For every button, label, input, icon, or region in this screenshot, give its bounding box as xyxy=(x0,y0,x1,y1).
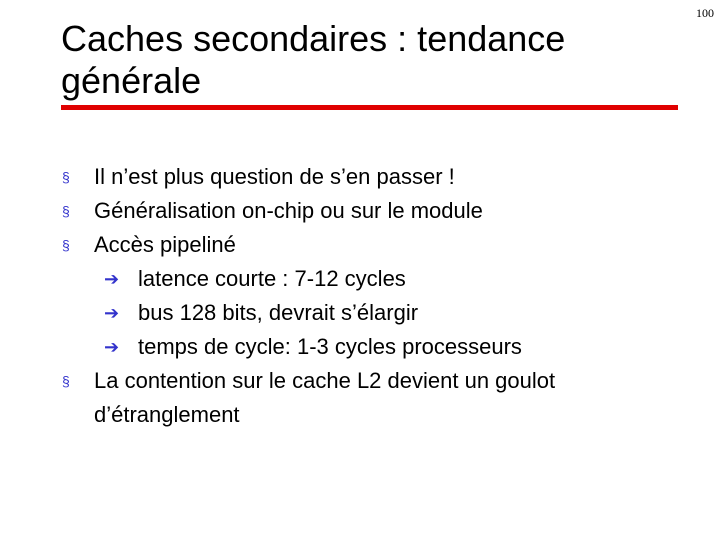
bullet-item-1 xyxy=(62,160,662,194)
slide-title-line-1: Caches secondaires : tendance xyxy=(61,18,566,59)
bullet-text: La contention sur le cache L2 devient un goulot d’étranglement xyxy=(94,368,556,427)
arrow-right-icon: ➔ xyxy=(104,269,120,289)
bullet-item-4 xyxy=(62,364,662,432)
slide-title xyxy=(61,18,681,102)
sub-item-3 xyxy=(94,330,662,364)
sub-item-2 xyxy=(94,296,662,330)
page-number: 100 xyxy=(696,6,714,20)
sub-item-text: temps de cycle: 1-3 cycles processeurs xyxy=(138,334,522,359)
title-underline xyxy=(61,105,678,110)
bullet-text: Il n’est plus question de s’en passer ! xyxy=(94,164,455,189)
slide-body xyxy=(62,160,662,432)
sub-item-text: bus 128 bits, devrait s’élargir xyxy=(138,300,419,325)
slide-title-line-2: générale xyxy=(61,60,202,101)
bullet-text: Accès pipeliné xyxy=(94,232,236,257)
arrow-right-icon: ➔ xyxy=(104,337,120,357)
square-bullet-icon: § xyxy=(62,169,70,185)
square-bullet-icon: § xyxy=(62,203,70,219)
sub-item-1 xyxy=(94,262,662,296)
arrow-right-icon: ➔ xyxy=(104,303,120,323)
square-bullet-icon: § xyxy=(62,373,70,389)
bullet-item-3 xyxy=(62,228,662,262)
bullet-item-2 xyxy=(62,194,662,228)
bullet-text: Généralisation on-chip ou sur le module xyxy=(94,198,483,223)
sub-item-text: latence courte : 7-12 cycles xyxy=(138,266,406,291)
square-bullet-icon: § xyxy=(62,237,70,253)
